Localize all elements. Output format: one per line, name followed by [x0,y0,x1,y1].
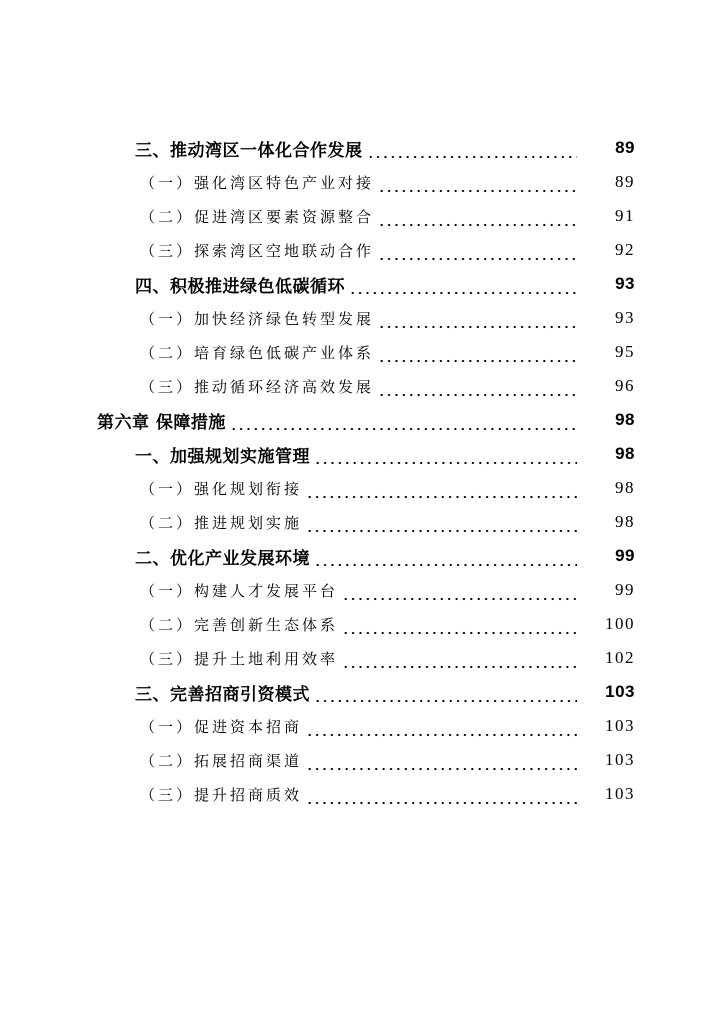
toc-entry[interactable] [0,743,724,777]
toc-dot-leader [314,549,577,567]
toc-entry-title: （一）强化规划衔接 [140,479,303,498]
toc-page-number: 92 [615,240,635,259]
toc-dot-leader [349,277,577,295]
toc-entry[interactable] [0,709,724,743]
toc-entry-title: 三、完善招商引资模式 [135,684,310,705]
toc-page-number: 93 [615,274,635,293]
toc-entry[interactable] [0,369,724,403]
toc-dot-leader [378,311,577,329]
toc-dot-leader [378,379,577,397]
toc-entry-title: 三、推动湾区一体化合作发展 [135,140,363,161]
toc-dot-leader [378,243,577,261]
toc-page-number: 103 [605,716,635,735]
toc-page-number: 98 [615,444,635,463]
toc-page-number: 103 [605,682,635,701]
toc-entry-title: 二、优化产业发展环境 [135,548,310,569]
toc-page-number: 98 [615,478,635,497]
toc-entry-title: （三）推动循环经济高效发展 [140,377,375,396]
toc-page-number: 96 [615,376,635,395]
toc-dot-leader [378,345,577,363]
toc-page-number: 98 [615,410,635,429]
toc-dot-leader [314,685,577,703]
toc-page-number: 93 [615,308,635,327]
toc-entry[interactable] [0,437,724,471]
toc-entry-title: （一）促进资本招商 [140,717,303,736]
toc-entry-title: （二）完善创新生态体系 [140,615,339,634]
toc-entry[interactable] [0,675,724,709]
toc-chapter-entry[interactable] [0,403,724,437]
toc-dot-leader [367,141,578,159]
toc-entry[interactable] [0,607,724,641]
toc-entry[interactable] [0,539,724,573]
toc-dot-leader [342,583,577,601]
toc-entry-title: （三）探索湾区空地联动合作 [140,241,375,260]
toc-page-number: 98 [615,512,635,531]
toc-dot-leader [342,651,577,669]
toc-page-number: 100 [605,614,635,633]
toc-entry[interactable] [0,573,724,607]
toc-entry-title: （二）推进规划实施 [140,513,303,532]
toc-page-number: 103 [605,784,635,803]
toc-entry[interactable] [0,777,724,811]
toc-dot-leader [378,175,577,193]
toc-page-number: 89 [615,172,635,191]
toc-entry-title: （一）强化湾区特色产业对接 [140,173,375,192]
toc-entry[interactable] [0,335,724,369]
toc-page-number: 89 [615,138,635,157]
toc-page-number: 99 [615,580,635,599]
toc-entry-title: （一）加快经济绿色转型发展 [140,309,375,328]
toc-entry[interactable] [0,471,724,505]
toc-entry-title: 四、积极推进绿色低碳循环 [135,276,345,297]
toc-page-number: 103 [605,750,635,769]
toc-entry-title: （二）培育绿色低碳产业体系 [140,343,375,362]
toc-dot-leader [306,515,577,533]
toc-dot-leader [306,787,577,805]
toc-page-number: 95 [615,342,635,361]
toc-entry[interactable] [0,233,724,267]
toc-dot-leader [230,413,577,431]
toc-page-number: 91 [615,206,635,225]
toc-page-number: 99 [615,546,635,565]
toc-entry[interactable] [0,131,724,165]
toc-entry-title: 一、加强规划实施管理 [135,446,310,467]
toc-entry-title: （一）构建人才发展平台 [140,581,339,600]
toc-entry-title: （三）提升招商质效 [140,785,303,804]
toc-entry[interactable] [0,505,724,539]
table-of-contents [0,131,724,811]
toc-dot-leader [378,209,577,227]
toc-dot-leader [342,617,577,635]
toc-entry[interactable] [0,641,724,675]
toc-entry[interactable] [0,199,724,233]
toc-entry[interactable] [0,267,724,301]
toc-dot-leader [306,481,577,499]
toc-dot-leader [306,753,577,771]
toc-entry-title: （二）拓展招商渠道 [140,751,303,770]
toc-chapter-title: 第六章 保障措施 [97,412,226,433]
toc-entry-title: （二）促进湾区要素资源整合 [140,207,375,226]
toc-entry[interactable] [0,301,724,335]
toc-entry-title: （三）提升土地利用效率 [140,649,339,668]
toc-page-number: 102 [605,648,635,667]
toc-dot-leader [314,447,577,465]
toc-dot-leader [306,719,577,737]
toc-entry[interactable] [0,165,724,199]
